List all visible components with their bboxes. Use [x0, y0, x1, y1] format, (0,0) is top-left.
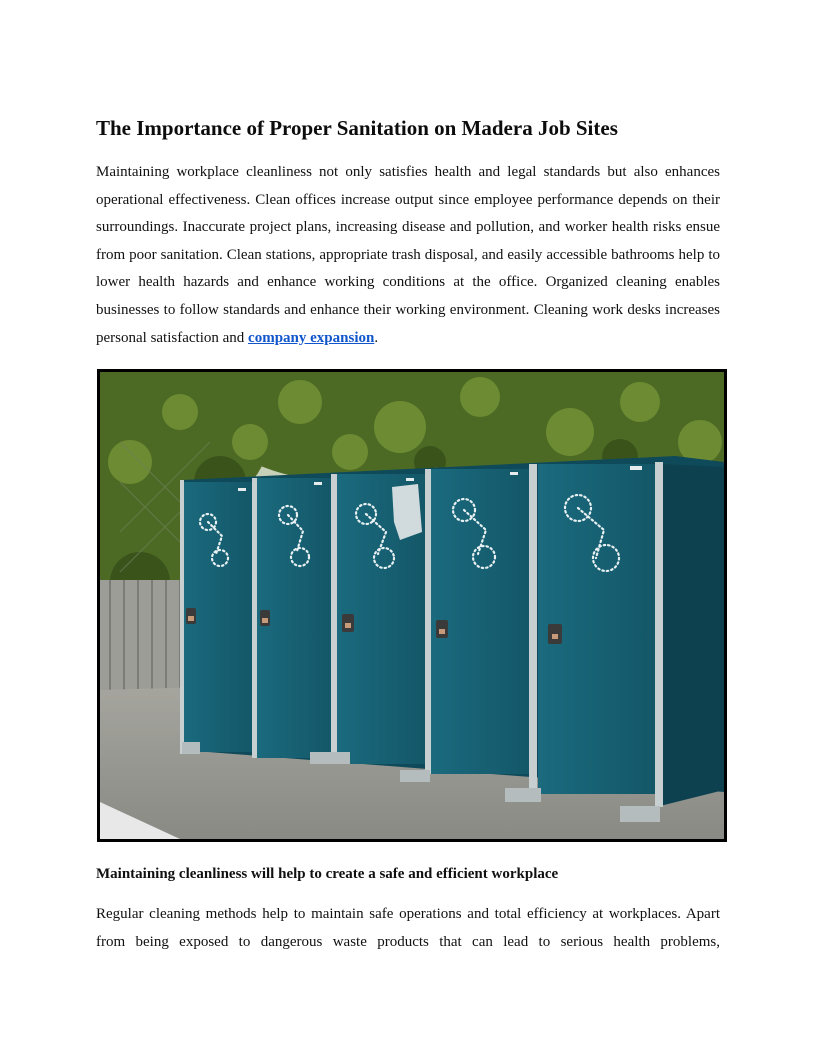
unit-side-panel [660, 464, 724, 806]
intro-text-end: . [374, 329, 379, 346]
intro-text: Maintaining workplace cleanliness not only satisfies health and legal standards but also enhances operational effectiveness. Clean offices increase output since employee performance depends on their surroundings. Inaccurate project plans, increasing disease and pollution, and worker health risks ensue from poor sanitation. Clean stations, appropriate trash disposal, and easily accessible bathrooms help to lower health hazards and enhance working conditions at the office. Organized cleaning enables businesses to follow standards and enhance their working environment. Cleaning work desks increases personal satisfaction and [96, 164, 720, 346]
section-paragraph: Regular cleaning methods help to maintain safe operations and total efficiency at workplaces. Apart from being exposed to dangerous waste products that can lead to serious health problems, [96, 906, 720, 950]
section-subheading: Maintaining cleanliness will help to create a safe and efficient workplace [96, 866, 559, 882]
wooden-fence [100, 580, 190, 690]
portable-toilets-illustration [100, 372, 724, 839]
company-expansion-link[interactable]: company expansion [248, 329, 375, 346]
portable-toilets-photo [97, 369, 727, 842]
page-title: The Importance of Proper Sanitation on Madera Job Sites [96, 116, 618, 140]
intro-paragraph [96, 159, 720, 352]
